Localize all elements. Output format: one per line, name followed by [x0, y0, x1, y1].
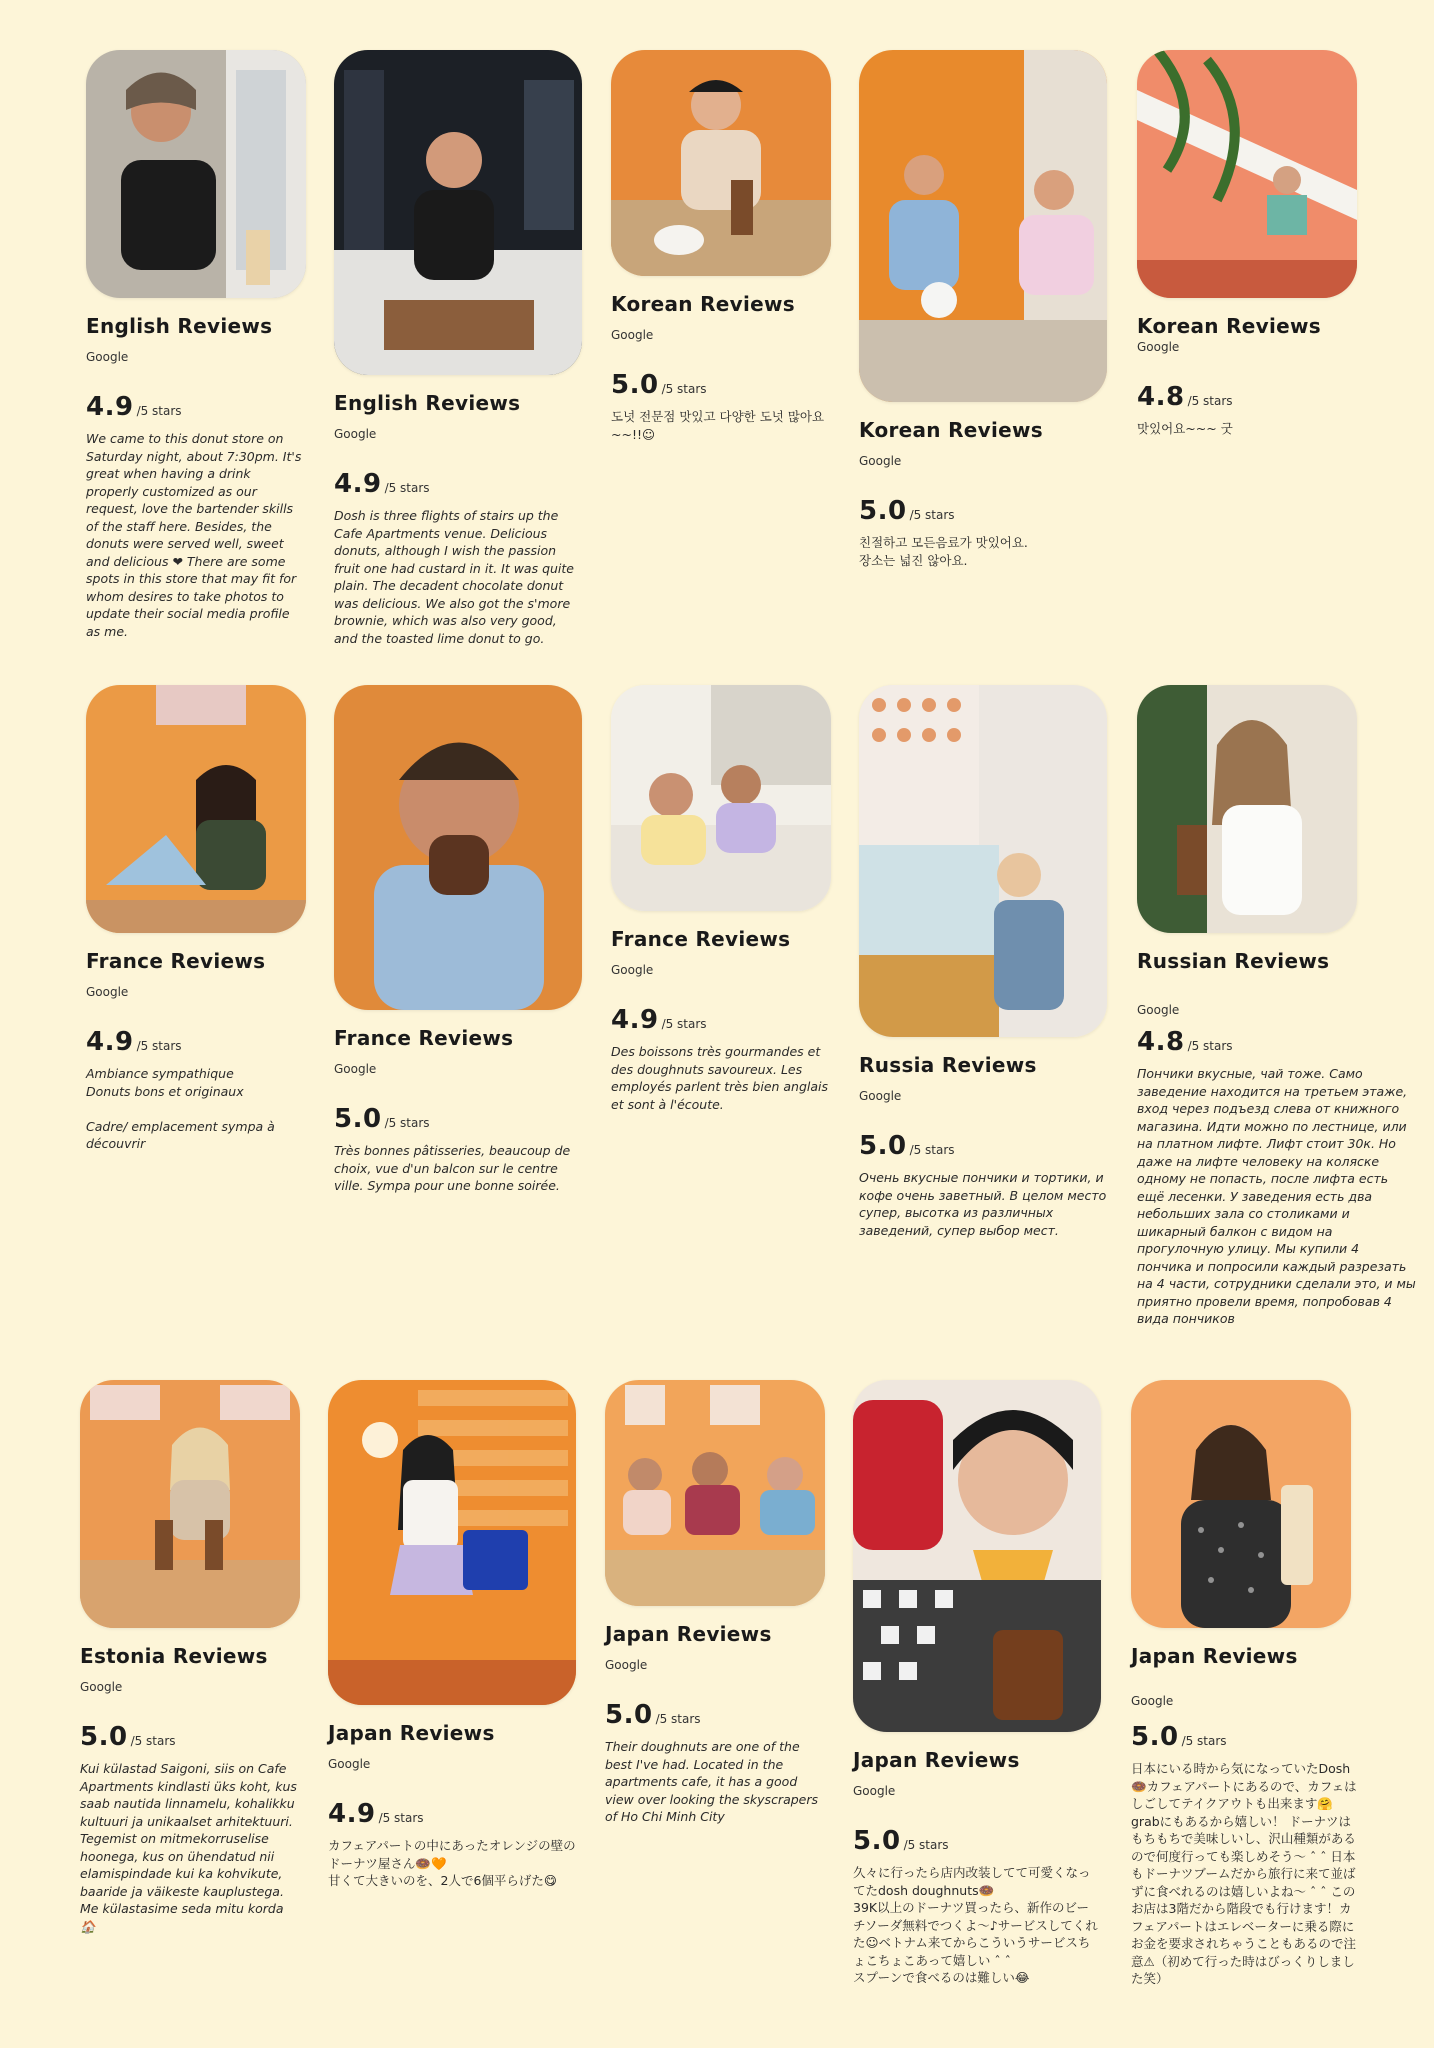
rating — [859, 1131, 1107, 1161]
reviewer-photo — [334, 50, 582, 375]
score: 5.0 — [611, 370, 659, 400]
reviewer-photo — [1137, 50, 1357, 298]
outof-label: /5 stars — [130, 1734, 176, 1748]
card-title: Japan Reviews — [853, 1748, 1020, 1772]
rating — [859, 496, 1107, 526]
review-text: カフェアパートの中にあったオレンジの壁のドーナツ屋さん🍩🧡 甘くて大きいのを、2人で6個平らげた😋 — [328, 1838, 576, 1888]
review-text: 친절하고 모든음료가 맛있어요. 장소는 넓진 않아요. — [859, 535, 1028, 568]
review-card — [853, 1380, 1101, 1987]
rating — [328, 1799, 576, 1829]
outof-label: /5 stars — [136, 1039, 182, 1053]
reviewer-photo — [1137, 685, 1357, 933]
review-text: Dosh is three flights of stairs up the Cafe Apartments venue. Delicious donuts, although I wish the passion fruit one had custard in it. It was quite plain. The decadent chocolate donut was delicious. We also got the s'more brownie, which was also very good, and the toasted lime donut to go. — [334, 508, 574, 646]
reviewer-photo — [80, 1380, 300, 1628]
reviewer-photo — [86, 50, 306, 298]
review-card — [334, 685, 582, 1195]
source-label: Google — [1137, 1003, 1180, 1017]
source-label: Google — [86, 350, 129, 364]
score: 4.9 — [334, 469, 382, 499]
card-title: Japan Reviews — [328, 1721, 495, 1745]
source-label: Google — [1137, 340, 1180, 354]
review-card — [80, 1380, 300, 1935]
outof-label: /5 stars — [1181, 1734, 1227, 1748]
card-title: Japan Reviews — [605, 1622, 772, 1646]
score: 5.0 — [1131, 1722, 1179, 1752]
score: 5.0 — [334, 1104, 382, 1134]
outof-label: /5 stars — [909, 1143, 955, 1157]
source-label: Google — [334, 427, 377, 441]
card-title: Korean Reviews — [859, 418, 1044, 442]
score: 5.0 — [859, 1131, 907, 1161]
review-text: Ambiance sympathique Donuts bons et originaux Cadre/ emplacement sympa à découvrir — [86, 1066, 275, 1151]
score: 4.9 — [611, 1005, 659, 1035]
score: 4.9 — [328, 1799, 376, 1829]
card-title: France Reviews — [86, 949, 266, 973]
review-text: Très bonnes pâtisseries, beaucoup de choix, vue d'un balcon sur le centre ville. Sympa pour une bonne soirée. — [334, 1143, 571, 1193]
reviewer-photo — [334, 685, 582, 1010]
review-text: Des boissons très gourmandes et des doughnuts savoureux. Les employés parlent très bien anglais et sont à l'écoute. — [611, 1044, 829, 1112]
card-title: France Reviews — [334, 1026, 514, 1050]
score: 4.8 — [1137, 382, 1185, 412]
score: 5.0 — [80, 1722, 128, 1752]
source-label: Google — [859, 1089, 902, 1103]
review-card — [859, 685, 1107, 1239]
review-text: 日本にいる時から気になっていたDosh🍩カフェアパートにあるので、カフェはしごしてテイクアウトも出来ます🤗grabにもあるから嬉しい！ ドーナツはもちもちで美味しいし、沢山種類があるので何度行っても楽しめそう〜 ˆ ˆ 日本もドーナツブームだから旅行に来て並ばずに食べれるのは嬉しいよね〜 ˆ ˆ このお店は3階だから階段でも行けます！カフェアパートはエレベーターに乗る際にお金を要求されちゃうこともあるので注意⚠（初めて行った時はびっくりしました笑） — [1131, 1761, 1357, 1986]
score: 5.0 — [859, 496, 907, 526]
review-text: Their doughnuts are one of the best I've had. Located in the apartments cafe, it has a good view over looking the skyscrapers of Ho Chi Minh City — [605, 1739, 819, 1824]
outof-label: /5 stars — [378, 1811, 424, 1825]
reviewer-photo — [86, 685, 306, 933]
score: 5.0 — [853, 1826, 901, 1856]
reviewer-photo — [611, 50, 831, 276]
rating — [1131, 1722, 1361, 1752]
card-title: Russia Reviews — [859, 1053, 1037, 1077]
review-text: 久々に行ったら店内改装してて可愛くなってたdosh doughnuts🍩 39K以上のドーナツ買ったら、新作のビーチソーダ無料でつくよ〜♪サービスしてくれた☺ベトナム来てからこういうサービスちょこちょこあって嬉しい ˆ ˆ スプーンで食べるのは難しい😂 — [853, 1865, 1098, 1985]
reviewer-photo — [1131, 1380, 1351, 1628]
rating — [1137, 382, 1357, 412]
source-label: Google — [611, 963, 654, 977]
review-text: Пончики вкусные, чай тоже. Само заведение находится на третьем этаже, вход через подъезд слева от книжного магазина. Идти можно по лестнице, или на платном лифте. Лифт стоит 30к. Но даже на лифте человеку на коляске одному не попасть, после лифта есть ещё лесенки. У заведения есть два небольших зала со столиками и шикарный балкон с видом на прогулочную улицу. Мы купили 4 пончика и попросили каждый разрезать на 4 части, сотрудники сделали это, и мы приятно провели время, попробовав 4 вида пончиков — [1137, 1066, 1416, 1326]
review-text: We came to this donut store on Saturday night, about 7:30pm. It's great when having a drink properly customized as our request, love the bartender skills of the staff here. Besides, the donuts were served well, sweet and delicious ❤ There are some spots in this store that may fit for whom desires to take photos to update their social media profile as me. — [86, 431, 302, 639]
review-card — [611, 50, 831, 443]
outof-label: /5 stars — [655, 1712, 701, 1726]
outof-label: /5 stars — [1187, 394, 1233, 408]
card-title: France Reviews — [611, 927, 791, 951]
score: 4.9 — [86, 392, 134, 422]
review-card — [611, 685, 831, 1113]
review-card — [1137, 685, 1417, 1328]
reviewer-photo — [328, 1380, 576, 1705]
outof-label: /5 stars — [384, 481, 430, 495]
review-text: 맛있어요~~~ 굿 — [1137, 421, 1233, 436]
source-label: Google — [611, 328, 654, 342]
card-title: Korean Reviews — [611, 292, 796, 316]
source-label: Google — [1131, 1694, 1174, 1708]
card-title: Russian Reviews — [1137, 949, 1330, 973]
rating — [334, 469, 582, 499]
source-label: Google — [853, 1784, 896, 1798]
review-text: 도넛 전문점 맛있고 다양한 도넛 많아요 ~~!!☺ — [611, 409, 825, 442]
source-label: Google — [334, 1062, 377, 1076]
source-label: Google — [859, 454, 902, 468]
source-label: Google — [80, 1680, 123, 1694]
source-label: Google — [605, 1658, 648, 1672]
score: 5.0 — [605, 1700, 653, 1730]
rating — [611, 370, 831, 400]
card-title: Korean Reviews — [1137, 314, 1322, 338]
review-card — [859, 50, 1107, 569]
reviewer-photo — [859, 50, 1107, 402]
review-text: Очень вкусные пончики и тортики, и кофе очень заветный. В целом место супер, высотка из различных заведений, супер выбор мест. — [859, 1170, 1107, 1238]
reviewer-photo — [859, 685, 1107, 1037]
reviewer-photo — [611, 685, 831, 911]
card-title: English Reviews — [334, 391, 521, 415]
rating — [853, 1826, 1101, 1856]
outof-label: /5 stars — [909, 508, 955, 522]
outof-label: /5 stars — [136, 404, 182, 418]
review-card — [86, 50, 306, 640]
score: 4.8 — [1137, 1027, 1185, 1057]
review-text: Kui külastad Saigoni, siis on Cafe Apartments kindlasti üks koht, kus saab nautida linnamelu, kohalikku kultuuri ja unikaalset arhitektuuri. Tegemist on mitmekorruselise hoonega, kus on ühendatud nii elamispindade kui ka kohvikute, baaride ja väikeste kauplustega. Me külastasime seda mitu korda 🏠 — [80, 1761, 297, 1934]
source-label: Google — [86, 985, 129, 999]
review-card — [334, 50, 582, 647]
score: 4.9 — [86, 1027, 134, 1057]
reviewer-photo — [853, 1380, 1101, 1732]
rating — [1137, 1027, 1417, 1057]
card-title: Japan Reviews — [1131, 1644, 1298, 1668]
review-card — [328, 1380, 576, 1890]
rating — [86, 1027, 306, 1057]
rating — [80, 1722, 300, 1752]
outof-label: /5 stars — [661, 382, 707, 396]
reviewer-photo — [605, 1380, 825, 1606]
rating — [611, 1005, 831, 1035]
rating — [334, 1104, 582, 1134]
review-card — [1131, 1380, 1361, 1988]
rating — [86, 392, 306, 422]
rating — [605, 1700, 825, 1730]
outof-label: /5 stars — [661, 1017, 707, 1031]
review-card — [605, 1380, 825, 1826]
outof-label: /5 stars — [1187, 1039, 1233, 1053]
source-label: Google — [328, 1757, 371, 1771]
card-title: English Reviews — [86, 314, 273, 338]
outof-label: /5 stars — [903, 1838, 949, 1852]
review-card — [86, 685, 306, 1153]
card-title: Estonia Reviews — [80, 1644, 268, 1668]
review-card — [1137, 50, 1357, 438]
outof-label: /5 stars — [384, 1116, 430, 1130]
